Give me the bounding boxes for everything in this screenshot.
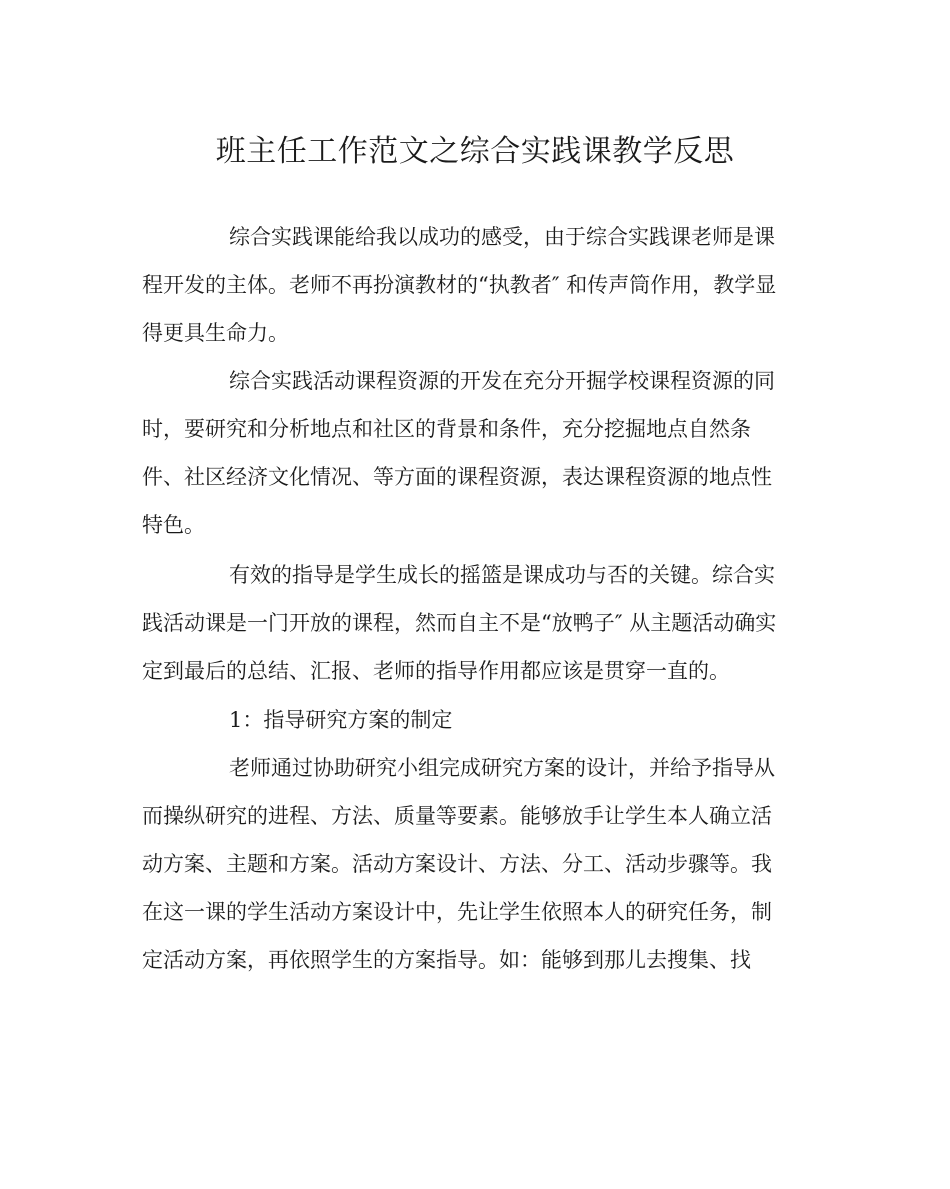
paragraph-line: 时，要研究和分析地点和社区的背景和条件，充分挖掘地点自然条: [142, 417, 751, 441]
paragraph-line: 老师通过协助研究小组完成研究方案的设计，并给予指导从: [229, 756, 775, 780]
paragraph-line: 动方案、主题和方案。活动方案设计、方法、分工、活动步骤等。我: [142, 852, 772, 876]
document-title: 班主任工作范文之综合实践课教学反思: [215, 134, 735, 169]
paragraph-line: 件、社区经济文化情况、等方面的课程资源，表达课程资源的地点性: [142, 465, 772, 489]
paragraph-line: 综合实践课能给我以成功的感受，由于综合实践课老师是课: [229, 225, 775, 249]
paragraph-line: 有效的指导是学生成长的摇篮是课成功与否的关键。综合实: [229, 563, 775, 587]
paragraph-line: 程开发的主体。老师不再扮演教材的“执教者″ 和传声筒作用，教学显: [142, 273, 777, 297]
paragraph-line: 特色。: [142, 513, 205, 537]
paragraph-line: 践活动课是一门开放的课程，然而自主不是“放鸭子″ 从主题活动确实: [142, 611, 777, 635]
section-heading: 1：指导研究方案的制定: [229, 708, 453, 732]
paragraph-line: 得更具生命力。: [142, 321, 289, 345]
paragraph-line: 而操纵研究的进程、方法、质量等要素。能够放手让学生本人确立活: [142, 804, 772, 828]
paragraph-line: 定到最后的总结、汇报、老师的指导作用都应该是贯穿一直的。: [142, 659, 730, 683]
paragraph-line: 在这一课的学生活动方案设计中，先让学生依照本人的研究任务，制: [142, 900, 772, 924]
paragraph-line: 综合实践活动课程资源的开发在充分开掘学校课程资源的同: [229, 369, 775, 393]
paragraph-line: 定活动方案，再依照学生的方案指导。如：能够到那儿去搜集、找: [142, 948, 751, 972]
